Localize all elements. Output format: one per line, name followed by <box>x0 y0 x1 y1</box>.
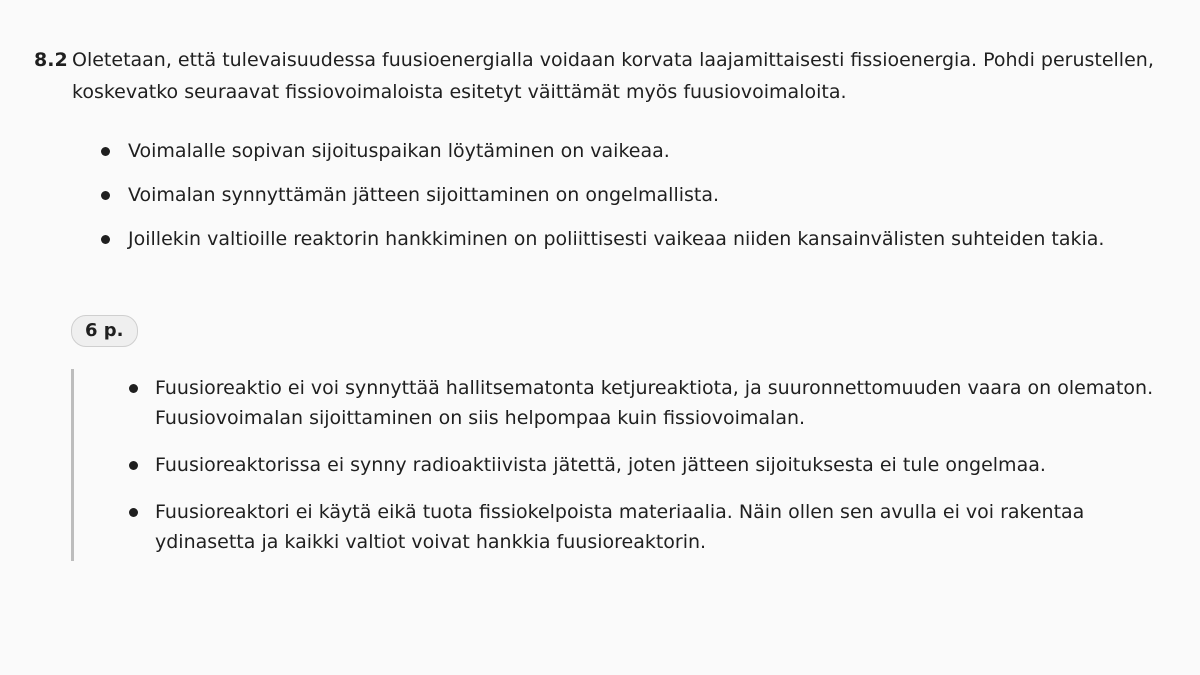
bullet-icon <box>101 191 110 200</box>
answers-list <box>126 373 1186 574</box>
claim-text: Voimalalle sopivan sijoituspaikan löytäminen on vaikeaa. <box>128 140 670 162</box>
bullet-icon <box>129 508 138 517</box>
question <box>34 44 1174 108</box>
claim-text: Voimalan synnyttämän jätteen sijoittaminen on ongelmallista. <box>128 184 720 206</box>
claims-list <box>100 136 1170 268</box>
question-text: Oletetaan, että tulevaisuudessa fuusioenergialla voidaan korvata laajamittaisesti fissioenergia. Pohdi perustellen, koskevatko seuraavat fissiovoimaloista esitetyt väittämät myös fuusiovoimaloita. <box>72 49 1154 103</box>
answer-text: Fuusioreaktori ei käytä eikä tuota fissiokelpoista materiaalia. Näin ollen sen avulla ei voi rakentaa ydinasetta ja kaikki valtiot voivat hankkia fuusioreaktorin. <box>155 501 1085 553</box>
answer-item <box>126 373 1186 433</box>
answer-text: Fuusioreaktorissa ei synny radioaktiivista jätettä, joten jätteen sijoituksesta ei tule ongelmaa. <box>155 454 1046 476</box>
claim-text: Joillekin valtioille reaktorin hankkiminen on poliittisesti vaikeaa niiden kansainvälisten suhteiden takia. <box>128 228 1105 250</box>
answer-item <box>126 450 1186 480</box>
claim-item <box>100 224 1170 254</box>
bullet-icon <box>129 461 138 470</box>
claim-item <box>100 136 1170 166</box>
bullet-icon <box>129 384 138 393</box>
bullet-icon <box>101 147 110 156</box>
question-number: 8.2 <box>34 49 68 71</box>
bullet-icon <box>101 235 110 244</box>
claim-item <box>100 180 1170 210</box>
answer-text: Fuusioreaktio ei voi synnyttää hallitsematonta ketjureaktiota, ja suuronnettomuuden vaara on olematon. Fuusiovoimalan sijoittaminen on siis helpompaa kuin fissiovoimalan. <box>155 377 1154 429</box>
answer-item <box>126 497 1186 557</box>
answer-block <box>71 369 1184 561</box>
points-badge: 6 p. <box>71 315 138 347</box>
